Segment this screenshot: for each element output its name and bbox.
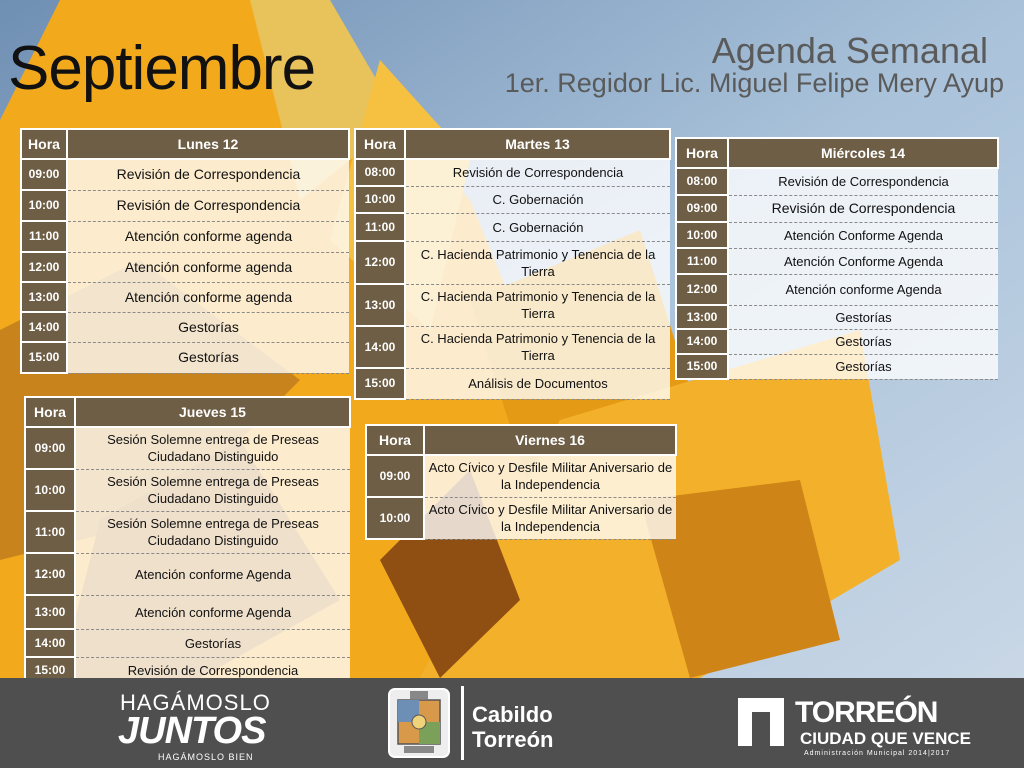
time-cell: 14:00 xyxy=(21,312,67,342)
activity-cell: Acto Cívico y Desfile Militar Aniversario de la Independencia xyxy=(424,455,676,497)
time-cell: 12:00 xyxy=(676,274,728,305)
time-cell: 12:00 xyxy=(355,241,405,284)
coat-of-arms-icon xyxy=(388,688,450,758)
logo-main-text: JUNTOS xyxy=(118,710,266,752)
month-title: Septiembre xyxy=(8,34,316,103)
activity-cell: C. Gobernación xyxy=(405,186,670,213)
activity-cell: Revisión de Correspondencia xyxy=(728,168,998,195)
time-cell: 13:00 xyxy=(355,284,405,326)
time-cell: 08:00 xyxy=(355,159,405,186)
table-row xyxy=(676,354,998,379)
hora-header: Hora xyxy=(355,129,405,159)
activity-cell: Gestorías xyxy=(67,312,349,342)
activity-cell: Gestorías xyxy=(75,629,350,657)
schedule-jueves xyxy=(24,396,351,684)
table-row xyxy=(25,595,350,629)
activity-cell: Acto Cívico y Desfile Militar Aniversario de la Independencia xyxy=(424,497,676,539)
activity-cell: Revisión de Correspondencia xyxy=(728,195,998,222)
activity-cell: Revisión de Correspondencia xyxy=(67,159,349,190)
table-row xyxy=(676,222,998,248)
activity-cell: Revisión de Correspondencia xyxy=(405,159,670,186)
schedule-viernes xyxy=(365,424,677,540)
day-header: Jueves 15 xyxy=(75,397,350,427)
table-row xyxy=(676,329,998,354)
table-row xyxy=(25,629,350,657)
table-row xyxy=(355,213,670,241)
time-cell: 09:00 xyxy=(21,159,67,190)
time-cell: 10:00 xyxy=(21,190,67,221)
hora-header: Hora xyxy=(676,138,728,168)
activity-cell: Sesión Solemne entrega de Preseas Ciudadano Distinguido xyxy=(75,469,350,511)
time-cell: 11:00 xyxy=(676,248,728,274)
time-cell: 08:00 xyxy=(676,168,728,195)
day-header: Martes 13 xyxy=(405,129,670,159)
activity-cell: Atención conforme Agenda xyxy=(728,274,998,305)
activity-cell: C. Hacienda Patrimonio y Tenencia de la Tierra xyxy=(405,284,670,326)
day-header: Miércoles 14 xyxy=(728,138,998,168)
table-row xyxy=(25,511,350,553)
schedule-martes xyxy=(354,128,671,400)
activity-cell: Atención Conforme Agenda xyxy=(728,248,998,274)
activity-cell: Revisión de Correspondencia xyxy=(75,657,350,683)
time-cell: 12:00 xyxy=(21,252,67,282)
table-row xyxy=(25,469,350,511)
cabildo-line-2: Torreón xyxy=(472,727,554,752)
schedule-lunes xyxy=(20,128,350,374)
table-row xyxy=(366,455,676,497)
table-row xyxy=(25,553,350,595)
cabildo-line-1: Cabildo xyxy=(472,702,553,727)
time-cell: 13:00 xyxy=(21,282,67,312)
day-header: Viernes 16 xyxy=(424,425,676,455)
regidor-subtitle: 1er. Regidor Lic. Miguel Felipe Mery Ayup xyxy=(504,68,1004,98)
table-row xyxy=(355,368,670,399)
hora-header: Hora xyxy=(21,129,67,159)
footer-bar xyxy=(0,678,1024,768)
activity-cell: Atención conforme agenda xyxy=(67,221,349,252)
cabildo-torreon-label xyxy=(472,702,553,752)
time-cell: 10:00 xyxy=(355,186,405,213)
table-row xyxy=(21,342,349,373)
table-row xyxy=(355,241,670,284)
time-cell: 15:00 xyxy=(676,354,728,379)
time-cell: 13:00 xyxy=(25,595,75,629)
time-cell: 09:00 xyxy=(366,455,424,497)
activity-cell: Sesión Solemne entrega de Preseas Ciudadano Distinguido xyxy=(75,427,350,469)
schedule-miercoles xyxy=(675,137,999,380)
time-cell: 14:00 xyxy=(676,329,728,354)
activity-cell: C. Hacienda Patrimonio y Tenencia de la Tierra xyxy=(405,326,670,368)
torreon-slogan: CIUDAD QUE VENCE xyxy=(800,729,971,748)
activity-cell: Atención conforme agenda xyxy=(67,282,349,312)
torreon-admin: Administración Municipal 2014|2017 xyxy=(804,750,951,757)
activity-cell: Gestorías xyxy=(728,354,998,379)
activity-cell: C. Hacienda Patrimonio y Tenencia de la Tierra xyxy=(405,241,670,284)
activity-cell: Sesión Solemne entrega de Preseas Ciudadano Distinguido xyxy=(75,511,350,553)
time-cell: 15:00 xyxy=(355,368,405,399)
time-cell: 12:00 xyxy=(25,553,75,595)
time-cell: 11:00 xyxy=(21,221,67,252)
time-cell: 13:00 xyxy=(676,305,728,329)
activity-cell: Revisión de Correspondencia xyxy=(67,190,349,221)
time-cell: 10:00 xyxy=(366,497,424,539)
activity-cell: Atención conforme agenda xyxy=(67,252,349,282)
time-cell: 15:00 xyxy=(21,342,67,373)
table-row xyxy=(676,168,998,195)
logo-top-text: HAGÁMOSLO xyxy=(120,690,271,715)
table-row xyxy=(21,282,349,312)
activity-cell: C. Gobernación xyxy=(405,213,670,241)
footer-divider xyxy=(461,686,464,760)
activity-cell: Análisis de Documentos xyxy=(405,368,670,399)
table-row xyxy=(366,497,676,539)
table-row xyxy=(676,195,998,222)
time-cell: 15:00 xyxy=(25,657,75,683)
activity-cell: Gestorías xyxy=(67,342,349,373)
time-cell: 10:00 xyxy=(25,469,75,511)
table-row xyxy=(355,326,670,368)
time-cell: 11:00 xyxy=(355,213,405,241)
hagamoslo-juntos-logo xyxy=(118,688,288,762)
activity-cell: Atención conforme Agenda xyxy=(75,553,350,595)
time-cell: 09:00 xyxy=(25,427,75,469)
table-row xyxy=(25,427,350,469)
table-row xyxy=(21,221,349,252)
activity-cell: Atención conforme Agenda xyxy=(75,595,350,629)
table-row xyxy=(676,305,998,329)
table-row xyxy=(21,159,349,190)
hora-header: Hora xyxy=(366,425,424,455)
table-row xyxy=(21,312,349,342)
table-row xyxy=(676,274,998,305)
time-cell: 14:00 xyxy=(355,326,405,368)
table-row xyxy=(21,190,349,221)
activity-cell: Gestorías xyxy=(728,305,998,329)
logo-bottom-text: HAGÁMOSLO BIEN xyxy=(158,752,254,762)
time-cell: 09:00 xyxy=(676,195,728,222)
table-row xyxy=(355,284,670,326)
agenda-title: Agenda Semanal xyxy=(711,30,988,71)
time-cell: 10:00 xyxy=(676,222,728,248)
activity-cell: Atención Conforme Agenda xyxy=(728,222,998,248)
time-cell: 11:00 xyxy=(25,511,75,553)
activity-cell: Gestorías xyxy=(728,329,998,354)
table-row xyxy=(355,186,670,213)
time-cell: 14:00 xyxy=(25,629,75,657)
table-row xyxy=(355,159,670,186)
hora-header: Hora xyxy=(25,397,75,427)
torreon-name: TORREÓN xyxy=(795,696,938,729)
table-row xyxy=(676,248,998,274)
table-row xyxy=(21,252,349,282)
torreon-tower-icon xyxy=(738,698,784,746)
day-header: Lunes 12 xyxy=(67,129,349,159)
